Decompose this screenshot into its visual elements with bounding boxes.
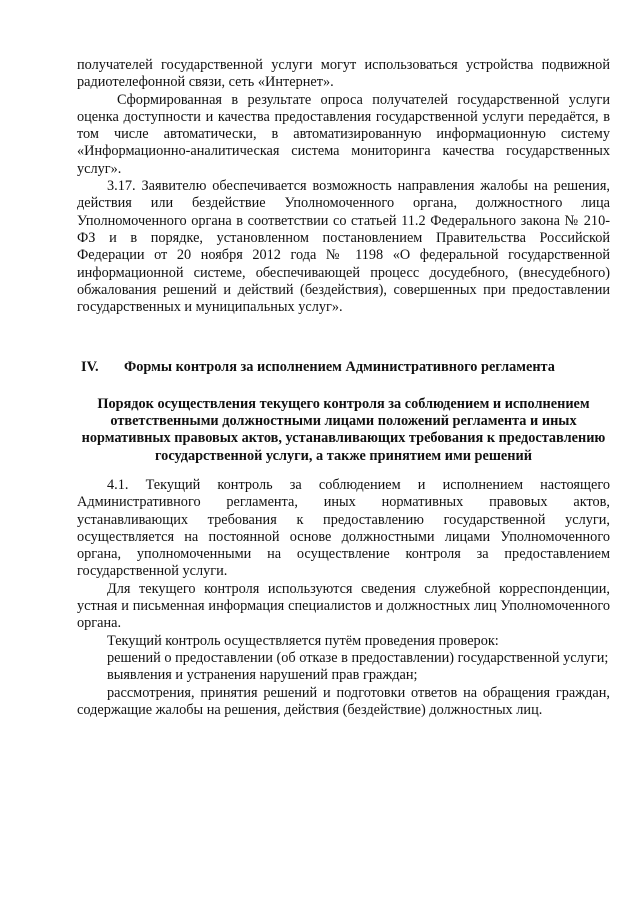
paragraph-checks-intro: Текущий контроль осуществляется путём проведения проверок: — [107, 632, 499, 649]
subsection-title: Порядок осуществления текущего контроля за соблюдением и исполнением ответственными должностными лицами положений регламента и иных нормативных правовых актов, устанавливающих требования к предоставлению государственной услуги, а также принятием ими решений — [81, 395, 606, 464]
list-item-appeals: рассмотрения, принятия решений и подготовки ответов на обращения граждан, содержащие жалобы на решения, действия (бездействие) должностных лиц. — [77, 684, 610, 718]
section-heading — [77, 359, 610, 376]
list-item-violations: выявления и устранения нарушений прав граждан; — [107, 667, 418, 684]
paragraph-survey: Сформированная в результате опроса получателей государственной услуги оценка доступности и качества предоставления государственной услуги передаётся, в том числе автоматически, в автоматизированную информационную систему «Информационно-аналитическая система мониторинга качества государственных услуг». — [77, 91, 610, 177]
paragraph-4-1: 4.1. Текущий контроль за соблюдением и исполнением настоящего Административного регламента, иных нормативных правовых актов, устанавливающих требования к предоставлению государственной услуги, осуществляется на постоянной основе должностными лицами Уполномоченного органа, уполномоченными на осуществление контроля за предоставлением государственной услуги. — [77, 476, 610, 580]
paragraph-sources: Для текущего контроля используются сведения служебной корреспонденции, устная и письменная информация специалистов и должностных лиц Уполномоченного органа. — [77, 580, 610, 632]
paragraph-3-17: 3.17. Заявителю обеспечивается возможность направления жалобы на решения, действия или бездействие Уполномоченного органа, должностного лица Уполномоченного органа в соответствии со статьей 11.2 Федерального закона № 210-ФЗ и в порядке, установленном постановлением Правительства Российской Федерации от 20 ноября 2012 года № 1198 «О федеральной государственной информационной системе, обеспечивающей процесс досудебного, (внесудебного) обжалования решений и действий (бездействия), совершенных при предоставлении государственных и муниципальных услуг». — [77, 178, 610, 316]
section-title: Формы контроля за исполнением Административного регламента — [124, 359, 555, 376]
document-page — [77, 57, 610, 719]
list-item-decisions: решений о предоставлении (об отказе в предоставлении) государственной услуги; — [107, 649, 609, 666]
section-number: IV. — [81, 359, 99, 376]
paragraph-continuation: получателей государственной услуги могут использоваться устройства подвижной радиотелефонной связи, сеть «Интернет». — [77, 57, 610, 91]
